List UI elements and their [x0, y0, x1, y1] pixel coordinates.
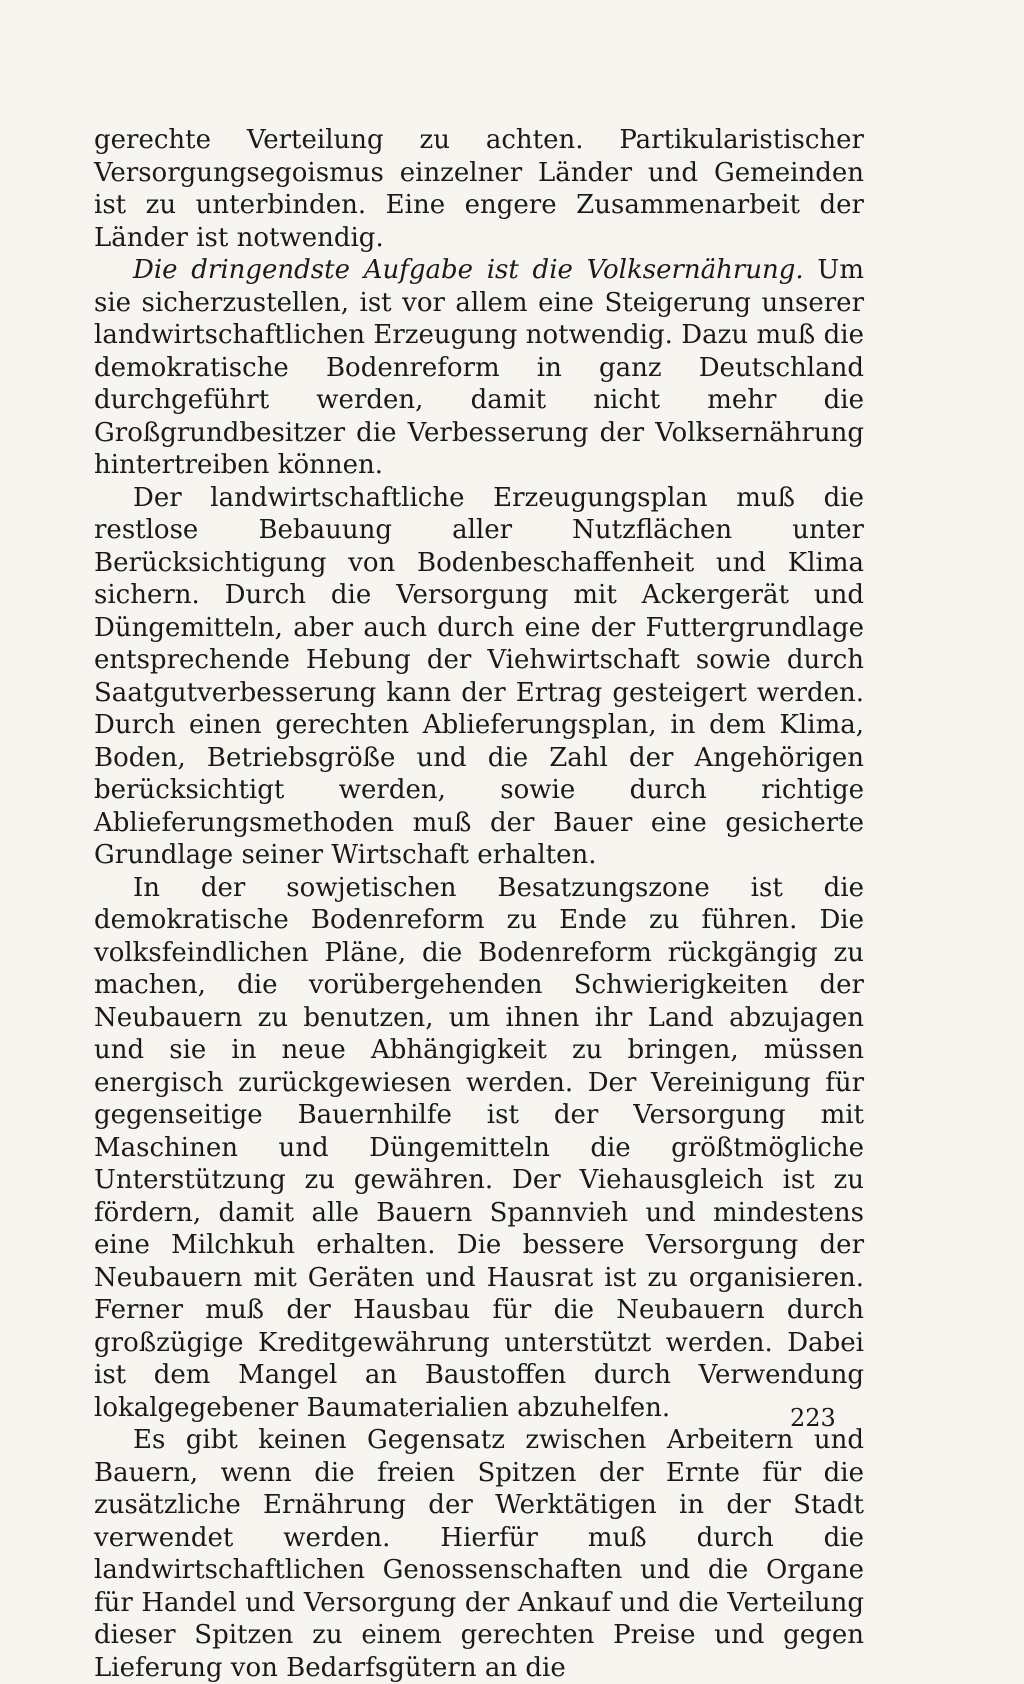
paragraph-5-text: Es gibt keinen Gegensatz zwischen Arbeitern und Bauern, wenn die freien Spitzen der Ernte für die zusätzliche Ernährung der Werktätigen in der Stadt verwendet werden. Hierfür muß durch die landwirtschaftlichen Genossenschaften und die Organe für Handel und Versorgung der Ankauf und die Verteilung dieser Spitzen zu einem gerechten Preise und gegen Lieferung von Bedarfsgütern an die — [94, 1425, 864, 1683]
paragraph-5 — [94, 1424, 864, 1684]
paragraph-2 — [94, 254, 864, 482]
page-number: 223 — [790, 1404, 836, 1432]
paragraph-1 — [94, 124, 864, 254]
paragraph-4 — [94, 872, 864, 1425]
paragraph-1-text: gerechte Verteilung zu achten. Partikularistischer Versorgungsegoismus einzelner Länder und Gemeinden ist zu unterbinden. Eine engere Zusammenarbeit der Länder ist notwendig. — [94, 125, 864, 253]
page-body — [94, 124, 864, 1684]
paragraph-2-text: Um sie sicherzustellen, ist vor allem eine Steigerung unserer landwirtschaftlichen Erzeugung notwendig. Dazu muß die demokratische Bodenreform in ganz Deutschland durchgeführt werden, damit nicht mehr die Großgrundbesitzer die Verbesserung der Volksernährung hintertreiben können. — [94, 255, 864, 480]
paragraph-2-emphasis: Die dringendste Aufgabe ist die Volksernährung. — [133, 255, 804, 285]
paragraph-3-text: Der landwirtschaftliche Erzeugungsplan muß die restlose Bebauung aller Nutzflächen unter Berücksichtigung von Bodenbeschaffenheit und Klima sichern. Durch die Versorgung mit Ackergerät und Düngemitteln, aber auch durch eine der Futtergrundlage entsprechende Hebung der Viehwirtschaft sowie durch Saatgutverbesserung kann der Ertrag gesteigert werden. Durch einen gerechten Ablieferungsplan, in dem Klima, Boden, Betriebsgröße und die Zahl der Angehörigen berücksichtigt werden, sowie durch richtige Ablieferungsmethoden muß der Bauer eine gesicherte Grundlage seiner Wirtschaft erhalten. — [94, 482, 864, 870]
paragraph-3 — [94, 482, 864, 872]
paragraph-4-text: In der sowjetischen Besatzungszone ist die demokratische Bodenreform zu Ende zu führen. Die volksfeindlichen Pläne, die Bodenreform rückgängig zu machen, die vorübergehenden Schwierigkeiten der Neubauern zu benutzen, um ihnen ihr Land abzujagen und sie in neue Abhängigkeit zu bringen, müssen energisch zurückgewiesen werden. Der Vereinigung für gegenseitige Bauernhilfe ist der Versorgung mit Maschinen und Düngemitteln die größtmögliche Unterstützung zu gewähren. Der Viehausgleich ist zu fördern, damit alle Bauern Spannvieh und mindestens eine Milchkuh erhalten. Die bessere Versorgung der Neubauern mit Geräten und Hausrat ist zu organisieren. Ferner muß der Hausbau für die Neubauern durch großzügige Kreditgewährung unterstützt werden. Dabei ist dem Mangel an Baustoffen durch Verwendung lokalgegebener Baumaterialien abzuhelfen. — [94, 872, 864, 1423]
